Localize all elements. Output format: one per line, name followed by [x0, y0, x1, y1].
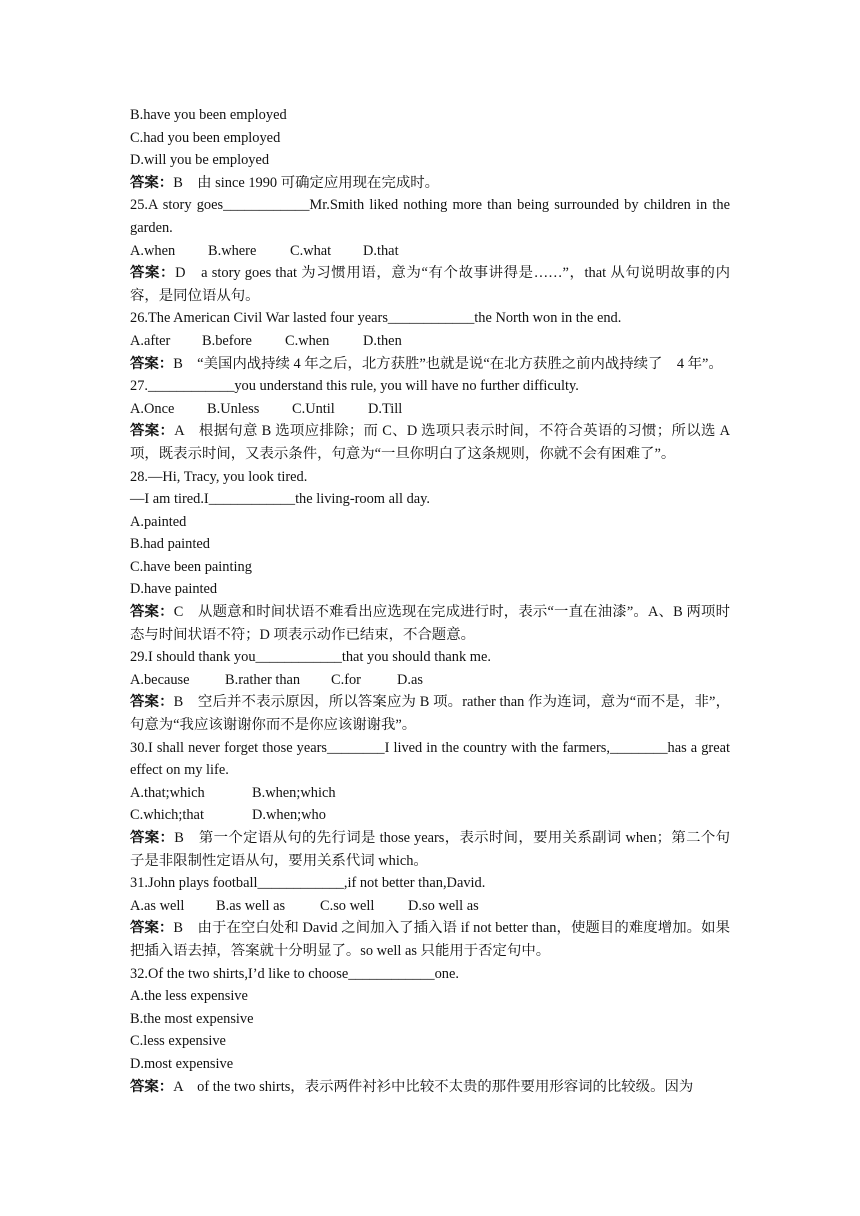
option-d: D.so well as — [408, 897, 479, 914]
q32-option-a: A.the less expensive — [130, 988, 248, 1005]
answer-text: D a story goes that 为习惯用语，意为“有个故事讲得是……”，that 从句说明故事的内容，是同位语从句。 — [130, 265, 730, 304]
option-c: C.when — [285, 332, 330, 349]
option-a: A.as well — [130, 897, 185, 914]
option-a: A.because — [130, 671, 190, 688]
q31-answer — [130, 917, 730, 962]
answer-label: 答案： — [130, 920, 174, 937]
q27-stem: 27.____________you understand this rule, you will have no further difficulty. — [130, 378, 579, 395]
q29-stem: 29.I should thank you____________that you should thank me. — [130, 649, 491, 666]
q28-stem-line-1: 28.—Hi, Tracy, you look tired. — [130, 468, 308, 485]
answer-label: 答案： — [130, 830, 175, 846]
q30-answer — [130, 827, 730, 872]
option-b: B.where — [208, 242, 257, 259]
option-b: B.as well as — [216, 897, 286, 914]
option-b: B.Unless — [207, 400, 260, 417]
q29-answer — [130, 691, 730, 736]
q24-option-d: D.will you be employed — [130, 152, 270, 169]
option-d: D.as — [397, 671, 423, 688]
answer-label: 答案： — [130, 1078, 174, 1095]
q25-stem: 25.A story goes____________Mr.Smith liked nothing more than being surrounded by children in the garden. — [130, 197, 730, 236]
answer-text: A of the two shirts，表示两件衬衫中比较不太贵的那件要用形容词的比较级。因为 — [173, 1078, 694, 1095]
answer-text: B 第一个定语从句的先行词是 those years，表示时间，要用关系副词 when；第二个句子是非限制性定语从句，要用关系代词 which。 — [130, 830, 730, 869]
answer-label: 答案： — [130, 423, 175, 440]
q26-stem: 26.The American Civil War lasted four years____________the North won in the end. — [130, 310, 622, 327]
q24-option-b: B.have you been employed — [130, 107, 287, 123]
option-a: A.when — [130, 242, 176, 259]
q25-options — [130, 240, 730, 263]
option-d: D.then — [363, 332, 402, 349]
answer-text: B 由 since 1990 可确定应用现在完成时。 — [173, 174, 440, 191]
option-a: A.after — [130, 332, 171, 349]
q32-option-d: D.most expensive — [130, 1055, 234, 1072]
q27-answer — [130, 420, 730, 465]
option-d: D.when;who — [252, 807, 326, 824]
option-d: D.that — [363, 242, 399, 259]
option-c: C.Until — [292, 400, 335, 417]
answer-label: 答案： — [130, 355, 174, 372]
answer-text: C 从题意和时间状语不难看出应选现在完成进行时，表示“一直在油漆”。A、B 两项时态与时间状语不符；D 项表示动作已结束，不合题意。 — [130, 604, 730, 643]
q31-stem: 31.John plays football____________,if not better than,David. — [130, 875, 486, 892]
option-b: B.when;which — [252, 784, 336, 801]
q28-option-c: C.have been painting — [130, 558, 252, 575]
q32-option-b: B.the most expensive — [130, 1010, 254, 1027]
option-c: C.which;that — [130, 807, 204, 824]
q32-stem: 32.Of the two shirts,I’d like to choose____________one. — [130, 965, 459, 982]
answer-text: B 由于在空白处和 David 之间加入了插入语 if not better than，使题目的难度增加。如果把插入语去掉，答案就十分明显了。so well as 只能用于否定句中。 — [130, 920, 730, 959]
q28-stem-line-2: —I am tired.I____________the living-room all day. — [130, 491, 431, 508]
answer-text: A 根据句意 B 选项应排除；而 C、D 选项只表示时间，不符合英语的习惯；所以选 A 项，既表示时间，又表示条件，句意为“一旦你明白了这条规则，你就不会有困难了”。 — [130, 423, 730, 462]
answer-label: 答案： — [130, 174, 174, 191]
q30-stem: 30.I shall never forget those years________I lived in the country with the farmers,________has a great effect on my life. — [130, 739, 730, 779]
option-c: C.for — [331, 671, 361, 688]
q28-option-b: B.had painted — [130, 536, 210, 553]
answer-label: 答案： — [130, 694, 174, 711]
q29-options — [130, 669, 730, 692]
q24-answer — [130, 172, 730, 195]
q30-options-row-2 — [130, 804, 730, 827]
q32-option-c: C.less expensive — [130, 1033, 226, 1050]
q28-answer — [130, 601, 730, 646]
answer-text: B “美国内战持续 4 年之后，北方获胜”也就是说“在北方获胜之前内战持续了 4 年”。 — [173, 355, 723, 372]
q30-options-row-1 — [130, 782, 730, 805]
answer-label: 答案： — [130, 604, 174, 621]
q24-option-c: C.had you been employed — [130, 129, 281, 146]
option-a: A.that;which — [130, 784, 205, 801]
q26-options — [130, 330, 730, 353]
option-a: A.Once — [130, 400, 175, 417]
q28-option-a: A.painted — [130, 513, 187, 530]
q26-answer — [130, 353, 730, 376]
page-content — [130, 104, 730, 1098]
q28-option-d: D.have painted — [130, 581, 218, 598]
answer-text: B 空后并不表示原因，所以答案应为 B 项。rather than 作为连词，意为“而不是，非”，句意为“我应该谢谢你而不是你应该谢谢我”。 — [130, 694, 730, 734]
answer-label: 答案： — [130, 265, 176, 282]
option-c: C.so well — [320, 897, 375, 914]
option-c: C.what — [290, 242, 332, 259]
option-b: B.before — [202, 332, 252, 349]
q32-answer — [130, 1076, 730, 1099]
option-b: B.rather than — [225, 671, 301, 688]
q27-options — [130, 398, 730, 421]
q31-options — [130, 895, 730, 918]
q25-answer — [130, 262, 730, 307]
option-d: D.Till — [368, 400, 403, 417]
